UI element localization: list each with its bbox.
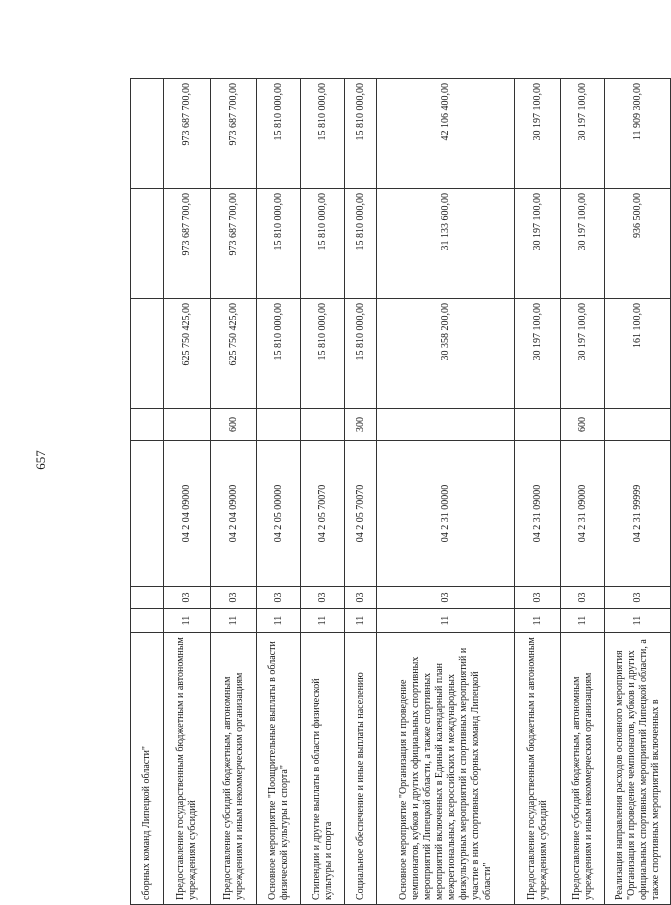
section-code: 11 — [345, 609, 377, 633]
table-row — [605, 79, 671, 905]
row-description: сборных команд Липецкой области" — [131, 633, 164, 905]
budget-table — [130, 78, 671, 905]
amount-3: 30 197 100,00 — [515, 79, 561, 189]
subsection-code: 03 — [301, 587, 345, 609]
row-description: Предоставление субсидий бюджетным, автономным учреждениям и иным некоммерческим организациям — [211, 633, 257, 905]
target-article-code: 04 2 31 09000 — [561, 441, 605, 587]
expense-type-code — [377, 409, 515, 441]
amount-1: 30 197 100,00 — [561, 299, 605, 409]
table-row — [515, 79, 561, 905]
amount-2 — [131, 189, 164, 299]
row-description: Основное мероприятие "Поощрительные выплаты в области физической культуры и спорта" — [257, 633, 301, 905]
amount-1: 625 750 425,00 — [211, 299, 257, 409]
target-article-code: 04 2 05 70070 — [301, 441, 345, 587]
expense-type-code — [257, 409, 301, 441]
subsection-code: 03 — [561, 587, 605, 609]
table-row — [131, 79, 164, 905]
amount-3: 973 687 700,00 — [211, 79, 257, 189]
section-code: 11 — [515, 609, 561, 633]
expense-type-code — [164, 409, 211, 441]
target-article-code: 04 2 31 09000 — [515, 441, 561, 587]
amount-2: 15 810 000,00 — [257, 189, 301, 299]
amount-3: 11 909 300,00 — [605, 79, 671, 189]
subsection-code: 03 — [377, 587, 515, 609]
subsection-code: 03 — [515, 587, 561, 609]
section-code: 11 — [257, 609, 301, 633]
amount-1: 161 100,00 — [605, 299, 671, 409]
table-row — [561, 79, 605, 905]
target-article-code — [131, 441, 164, 587]
section-code: 11 — [164, 609, 211, 633]
section-code: 11 — [211, 609, 257, 633]
table-row — [301, 79, 345, 905]
amount-2: 30 197 100,00 — [515, 189, 561, 299]
amount-3: 15 810 000,00 — [257, 79, 301, 189]
amount-1: 15 810 000,00 — [301, 299, 345, 409]
section-code: 11 — [377, 609, 515, 633]
amount-3: 30 197 100,00 — [561, 79, 605, 189]
target-article-code: 04 2 04 09000 — [164, 441, 211, 587]
row-description: Реализация направления расходов основного мероприятия "Организация и проведение чемпионатов, кубков и других официальных спортивных мероприятий Липецкой области, а также спортивных мероприятий включенных в — [605, 633, 671, 905]
row-description: Основное мероприятие "Организация и проведение чемпионатов, кубков и других официальных спортивных мероприятий Липецкой области, а также спортивных мероприятий включенных в Единый календарный план межрегиональных, всероссийских и международных физкультурных мероприятий и спортивных мероприятий и участие в них спортивных сборных команд Липецкой области" — [377, 633, 515, 905]
row-description: Предоставление государственным бюджетным и автономным учреждениям субсидий — [164, 633, 211, 905]
table-row — [211, 79, 257, 905]
amount-2: 973 687 700,00 — [211, 189, 257, 299]
target-article-code: 04 2 05 70070 — [345, 441, 377, 587]
amount-1 — [131, 299, 164, 409]
amount-2: 936 500,00 — [605, 189, 671, 299]
section-code: 11 — [605, 609, 671, 633]
section-code: 11 — [301, 609, 345, 633]
budget-table-sheet — [130, 79, 661, 905]
amount-2: 30 197 100,00 — [561, 189, 605, 299]
row-description: Социальное обеспечение и иные выплаты населению — [345, 633, 377, 905]
expense-type-code — [515, 409, 561, 441]
amount-1: 30 358 200,00 — [377, 299, 515, 409]
table-row — [377, 79, 515, 905]
amount-2: 973 687 700,00 — [164, 189, 211, 299]
subsection-code: 03 — [345, 587, 377, 609]
expense-type-code — [131, 409, 164, 441]
amount-1: 625 750 425,00 — [164, 299, 211, 409]
target-article-code: 04 2 31 00000 — [377, 441, 515, 587]
section-code — [131, 609, 164, 633]
subsection-code: 03 — [257, 587, 301, 609]
expense-type-code — [301, 409, 345, 441]
target-article-code: 04 2 05 00000 — [257, 441, 301, 587]
page-number: 657 — [33, 450, 48, 470]
subsection-code: 03 — [605, 587, 671, 609]
section-code: 11 — [561, 609, 605, 633]
subsection-code: 03 — [211, 587, 257, 609]
amount-3: 973 687 700,00 — [164, 79, 211, 189]
expense-type-code: 600 — [561, 409, 605, 441]
amount-1: 30 197 100,00 — [515, 299, 561, 409]
expense-type-code: 600 — [211, 409, 257, 441]
subsection-code — [131, 587, 164, 609]
amount-3: 42 106 400,00 — [377, 79, 515, 189]
amount-3: 15 810 000,00 — [345, 79, 377, 189]
target-article-code: 04 2 31 99999 — [605, 441, 671, 587]
table-row — [345, 79, 377, 905]
amount-3: 15 810 000,00 — [301, 79, 345, 189]
amount-2: 15 810 000,00 — [301, 189, 345, 299]
amount-1: 15 810 000,00 — [257, 299, 301, 409]
row-description: Предоставление государственным бюджетным и автономным учреждениям субсидий — [515, 633, 561, 905]
expense-type-code — [605, 409, 671, 441]
table-row — [164, 79, 211, 905]
amount-2: 15 810 000,00 — [345, 189, 377, 299]
amount-1: 15 810 000,00 — [345, 299, 377, 409]
row-description: Предоставление субсидий бюджетным, автономным учреждениям и иным некоммерческим организациям — [561, 633, 605, 905]
amount-2: 31 133 600,00 — [377, 189, 515, 299]
row-description: Стипендии и другие выплаты в области физической культуры и спорта — [301, 633, 345, 905]
expense-type-code: 300 — [345, 409, 377, 441]
subsection-code: 03 — [164, 587, 211, 609]
table-row — [257, 79, 301, 905]
amount-3 — [131, 79, 164, 189]
target-article-code: 04 2 04 09000 — [211, 441, 257, 587]
